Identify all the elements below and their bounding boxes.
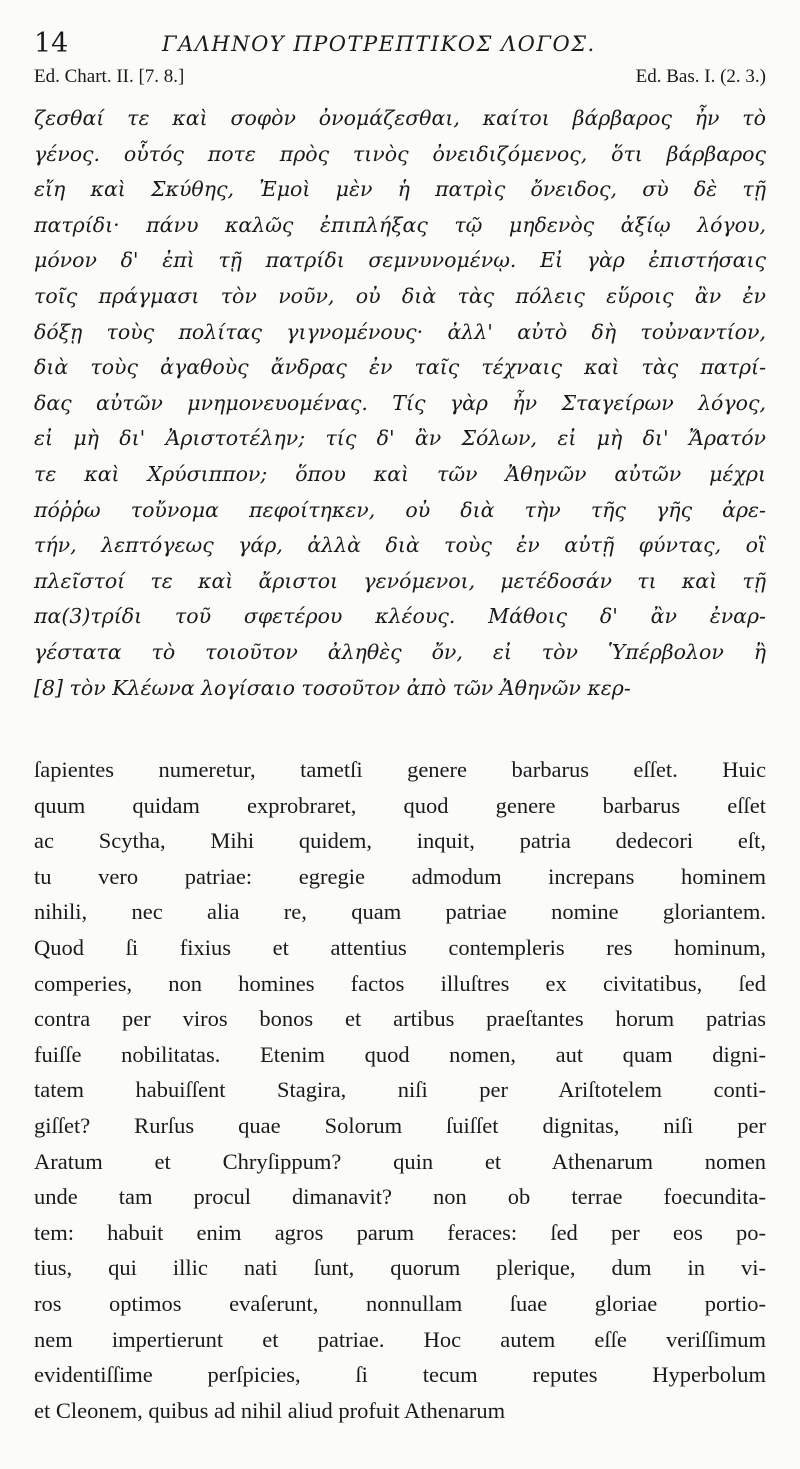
greek-text-line: πόῤῥω τοὔνομα πεφοίτηκεν, οὐ διὰ τὴν τῆς γῆς ἀρε-: [34, 497, 766, 522]
greek-text-line: εἰ μὴ δι' Ἀριστοτέλην; τίς δ' ἂν Σόλων, εἰ μὴ δι' Ἄρατόν: [34, 426, 766, 451]
greek-text-line: πα(3)τρίδι τοῦ σφετέρου κλέους. Μάθοις δ' ἂν ἐναρ-: [34, 604, 766, 629]
latin-text-line: tius, qui illic nati ſunt, quorum plerique, dum in vi-: [34, 1255, 766, 1281]
latin-text-block: [34, 752, 766, 1428]
edition-basel: Ed. Bas. I. (2. 3.): [635, 66, 766, 87]
latin-text-line: tu vero patriae: egregie admodum increpans hominem: [34, 863, 766, 889]
latin-text-line: ros optimos evaſerunt, nonnullam ſuae gloriae portio-: [34, 1290, 766, 1316]
edition-chartier: Ed. Chart. II. [7. 8.]: [34, 66, 185, 87]
latin-text-line: comperies, non homines factos illuſtres ex civitatibus, ſed: [34, 970, 766, 996]
latin-text-line: evidentiſſime perſpicies, ſi tecum reputes Hyperbolum: [34, 1362, 766, 1388]
greek-text-line: διὰ τοὺς ἀγαθοὺς ἄνδρας ἐν ταῖς τέχναις καὶ τὰς πατρί-: [34, 355, 766, 380]
latin-text-line: unde tam procul dimanavit? non ob terrae foecundita-: [34, 1184, 766, 1210]
edition-references: [34, 66, 766, 96]
greek-text-block: [34, 101, 766, 706]
running-title: ΓΑΛΗΝΟΥ ΠΡΟΤΡΕΠΤΙΚΟΣ ΛΟΓΟΣ.: [162, 32, 596, 56]
greek-text-line: πατρίδι· πάνυ καλῶς ἐπιπλήξας τῷ μηδενὸς ἀξίῳ λόγου,: [34, 212, 766, 237]
page-header: [34, 28, 774, 64]
greek-text-line: εἴη καὶ Σκύθης, Ἐμοὶ μὲν ἡ πατρὶς ὄνειδος, σὺ δὲ τῇ: [34, 177, 766, 202]
latin-text-line: contra per viros bonos et artibus praeſtantes horum patrias: [34, 1006, 766, 1032]
page-number: 14: [34, 28, 69, 59]
latin-text-line: tem: habuit enim agros parum feraces: ſed per eos po-: [34, 1219, 766, 1245]
greek-text-line: πλεῖστοί τε καὶ ἄριστοι γενόμενοι, μετέδοσάν τι καὶ τῇ: [34, 568, 766, 593]
latin-text-line: tatem habuiſſent Stagira, niſi per Ariſtotelem conti-: [34, 1077, 766, 1103]
latin-text-line: ac Scytha, Mihi quidem, inquit, patria dedecori eſt,: [34, 828, 766, 854]
greek-text-line: τοῖς πράγμασι τὸν νοῦν, οὐ διὰ τὰς πόλεις εὕροις ἂν ἐν: [34, 283, 766, 308]
latin-text-line: Quod ſi fixius et attentius contempleris res hominum,: [34, 934, 766, 960]
latin-text-line: nihili, nec alia re, quam patriae nomine gloriantem.: [34, 899, 766, 925]
greek-text-line: ζεσθαί τε καὶ σοφὸν ὀνομάζεσθαι, καίτοι βάρβαρος ἦν τὸ: [34, 106, 766, 130]
greek-text-line: γένος. οὗτός ποτε πρὸς τινὸς ὀνειδιζόμενος, ὅτι βάρβαρος: [34, 141, 766, 166]
greek-text-line: δόξῃ τοὺς πολίτας γιγνομένους· ἀλλ' αὐτὸ δὴ τοὐναντίον,: [34, 319, 766, 344]
greek-text-line: δας αὐτῶν μνημονευομένας. Τίς γὰρ ἦν Σταγείρων λόγος,: [34, 390, 766, 415]
latin-text-line: giſſet? Rurſus quae Solorum ſuiſſet dignitas, niſi per: [34, 1112, 766, 1138]
latin-text-line: quum quidam exprobraret, quod genere barbarus eſſet: [34, 792, 766, 818]
greek-text-line: μόνον δ' ἐπὶ τῇ πατρίδι σεμνυνομένῳ. Εἰ γὰρ ἐπιστήσαις: [34, 248, 766, 273]
greek-text-line: [8] τὸν Κλέωνα λογίσαιο τοσοῦτον ἀπὸ τῶν Ἀθηνῶν κερ-: [34, 675, 631, 700]
latin-text-line: Aratum et Chryſippum? quin et Athenarum nomen: [34, 1148, 766, 1174]
latin-text-line: ſapientes numeretur, tametſi genere barbarus eſſet. Huic: [34, 757, 766, 782]
latin-text-line: fuiſſe nobilitatas. Etenim quod nomen, aut quam digni-: [34, 1041, 766, 1067]
greek-text-line: τήν, λεπτόγεως γάρ, ἀλλὰ διὰ τοὺς ἐν αὐτῇ φύντας, οἳ: [34, 533, 766, 558]
greek-text-line: γέστατα τὸ τοιοῦτον ἀληθὲς ὄν, εἰ τὸν Ὑπέρβολον ἢ: [34, 639, 766, 664]
latin-text-line: nem impertierunt et patriae. Hoc autem eſſe veriſſimum: [34, 1326, 766, 1352]
latin-text-line: et Cleonem, quibus ad nihil aliud profuit Athenarum: [34, 1397, 506, 1423]
greek-text-line: τε καὶ Χρύσιππον; ὅπου καὶ τῶν Ἀθηνῶν αὐτῶν μέχρι: [34, 461, 766, 486]
